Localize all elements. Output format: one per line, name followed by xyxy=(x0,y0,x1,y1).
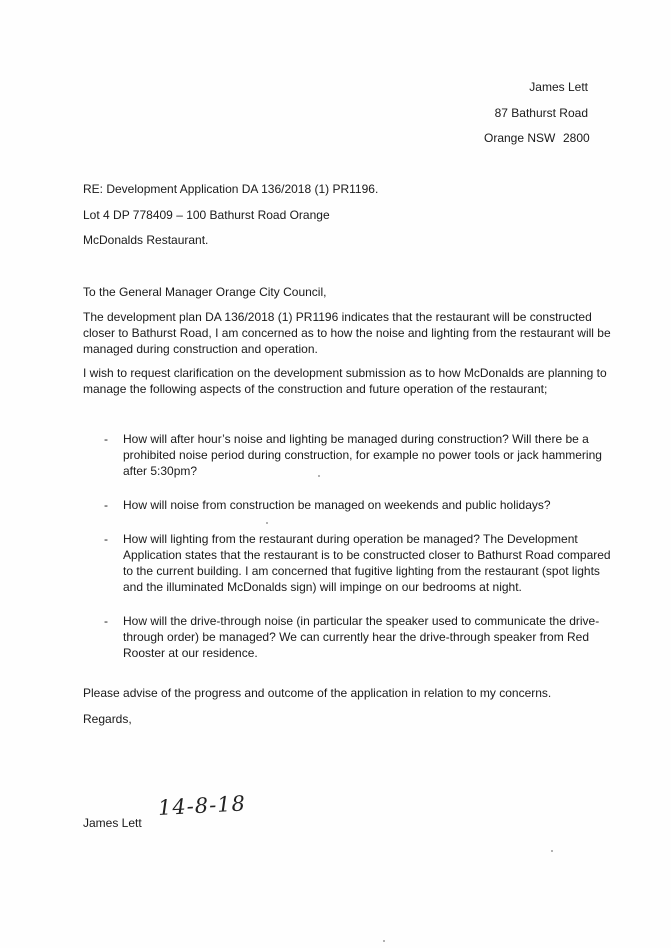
subject-line-1: RE: Development Application DA 136/2018 (1) PR1196. xyxy=(83,182,379,196)
sign-off: Regards, xyxy=(83,712,132,726)
bullet-4-line: How will the drive-through noise (in particular the speaker used to communicate the drive- xyxy=(123,614,600,628)
sender-street: 87 Bathurst Road xyxy=(494,106,588,120)
paragraph-2-line: manage the following aspects of the construction and future operation of the restaurant; xyxy=(83,382,548,396)
bullet-1-line: after 5:30pm? xyxy=(123,464,198,478)
scan-speck xyxy=(266,522,268,524)
signature-name: James Lett xyxy=(83,816,142,830)
bullet-marker: - xyxy=(104,498,108,512)
sender-postcode: 2800 xyxy=(563,131,590,145)
scan-speck xyxy=(551,850,553,852)
bullet-3-line: and the illuminated McDonalds sign) will impinge on our bedrooms at night. xyxy=(123,580,522,594)
bullet-4-line: Rooster at our residence. xyxy=(123,646,258,660)
handwritten-date: 14-8-18 xyxy=(157,791,247,820)
bullet-1-line: How will after hour’s noise and lighting be managed during construction? Will there be a xyxy=(123,432,589,446)
subject-line-3: McDonalds Restaurant. xyxy=(83,233,209,247)
sender-city: Orange NSW xyxy=(484,131,556,145)
bullet-2-line: How will noise from construction be managed on weekends and public holidays? xyxy=(123,498,551,512)
bullet-3-line: How will lighting from the restaurant during operation be managed? The Development xyxy=(123,532,578,546)
closing-paragraph: Please advise of the progress and outcome of the application in relation to my concerns. xyxy=(83,686,552,700)
paragraph-1-line: closer to Bathurst Road, I am concerned as to how the noise and lighting from the restaurant will be xyxy=(83,326,611,340)
bullet-4-line: through order) be managed? We can currently hear the drive-through speaker from Red xyxy=(123,630,590,644)
salutation: To the General Manager Orange City Council, xyxy=(83,285,327,299)
bullet-marker: - xyxy=(104,432,108,446)
bullet-marker: - xyxy=(104,614,108,628)
subject-line-2: Lot 4 DP 778409 – 100 Bathurst Road Orange xyxy=(83,208,330,222)
scan-speck xyxy=(318,475,320,477)
paragraph-1-line: managed during construction and operation. xyxy=(83,342,318,356)
paragraph-1-line: The development plan DA 136/2018 (1) PR1196 indicates that the restaurant will be constructed xyxy=(83,310,592,324)
bullet-1-line: prohibited noise period during construction, for example no power tools or jack hammering xyxy=(123,448,602,462)
paragraph-2-line: I wish to request clarification on the development submission as to how McDonalds are planning to xyxy=(83,366,607,380)
bullet-marker: - xyxy=(104,532,108,546)
scan-speck xyxy=(383,940,385,942)
sender-name: James Lett xyxy=(529,80,588,94)
bullet-3-line: Application states that the restaurant is to be constructed closer to Bathurst Road compared xyxy=(123,548,611,562)
bullet-3-line: to the current building. I am concerned that fugitive lighting from the restaurant (spot lights xyxy=(123,564,600,578)
